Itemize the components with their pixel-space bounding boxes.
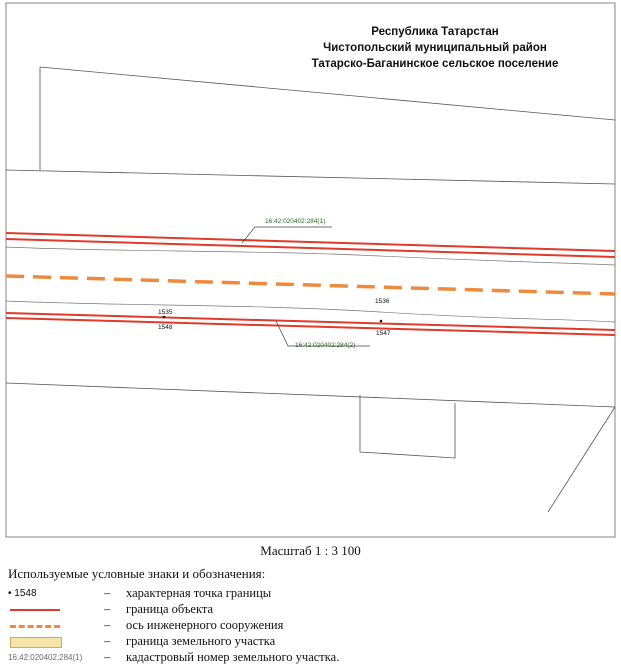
district-title: Чистопольский муниципальный район [323, 42, 547, 54]
point-label-1548: 1548 [158, 324, 173, 331]
legend-dashed-line-symbol [8, 618, 88, 634]
legend-parcel-symbol [8, 634, 88, 650]
legend-desc: граница земельного участка [126, 634, 276, 648]
thin-line-lower [6, 301, 615, 322]
thin-line-upper [6, 247, 615, 265]
legend-dash: – [104, 634, 111, 648]
legend-red-line-symbol [8, 602, 88, 618]
small-parcel [360, 395, 455, 458]
boundary-point [380, 320, 383, 323]
legend-desc: характерная точка границы [126, 586, 272, 600]
cadastral-label-top: 16:42:020402:284(1) [265, 218, 326, 225]
legend-point-symbol: • 1548 [8, 588, 37, 599]
settlement-title: Татарско-Баганинское сельское поселение [311, 58, 559, 70]
legend-item-object-boundary [8, 602, 608, 618]
point-label-1536: 1536 [375, 298, 390, 305]
legend-item-point [8, 586, 608, 602]
road-edge-top [6, 170, 615, 184]
legend-cadastral-symbol: 16:42:020402:284(1) [8, 653, 83, 662]
map-frame [6, 3, 615, 537]
legend-heading: Используемые условные знаки и обозначения: [8, 566, 266, 581]
legend-desc: граница объекта [126, 602, 214, 616]
scale-label: Масштаб 1 : 3 100 [260, 543, 361, 558]
diagonal-edge [548, 407, 615, 512]
legend-desc: кадастровый номер земельного участка. [126, 650, 340, 664]
road-edge-bottom [6, 383, 615, 407]
legend-dash: – [104, 650, 111, 664]
legend-desc: ось инженерного сооружения [126, 618, 284, 632]
legend-dash: – [104, 602, 111, 616]
legend-dash: – [104, 586, 111, 600]
parcel-edge-top [40, 67, 615, 120]
point-label-1547: 1547 [376, 330, 391, 337]
legend-item-parcel [8, 634, 608, 650]
legend-item-axis [8, 618, 608, 634]
point-label-1535: 1535 [158, 309, 173, 316]
boundary-point [163, 316, 166, 319]
region-title: Республика Татарстан [371, 26, 499, 38]
engineering-axis-line [6, 276, 615, 294]
legend-dash: – [104, 618, 111, 632]
cadastral-label-bottom: 16:42:020402:284(2) [295, 342, 356, 349]
legend-item-cadastral [8, 650, 608, 666]
